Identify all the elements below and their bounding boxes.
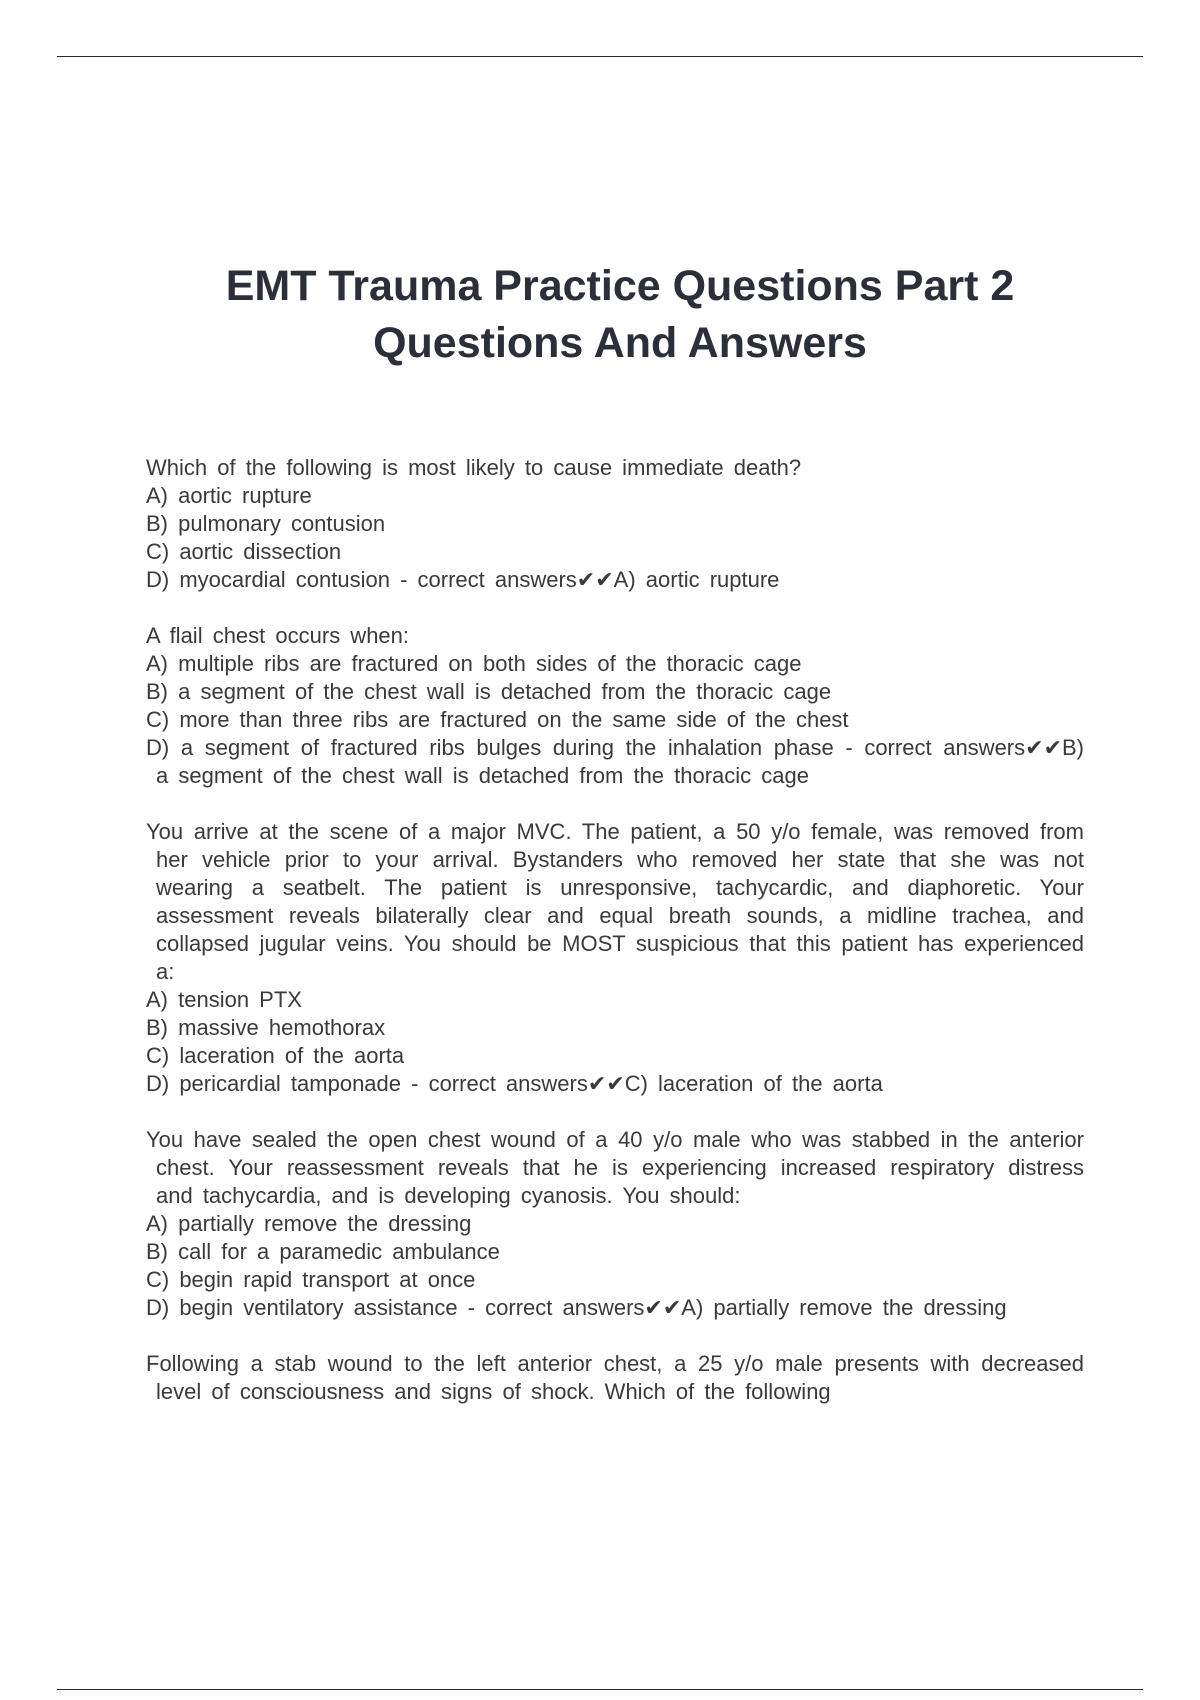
option-d-with-answer: D) begin ventilatory assistance - correct answers✔✔A) partially remove the dressing <box>146 1295 1007 1320</box>
question-list <box>146 454 1084 1434</box>
question-3 <box>146 818 1084 1098</box>
option-b: B) massive hemothorax <box>146 1015 386 1040</box>
question-1 <box>146 454 1084 594</box>
title-line-2: Questions And Answers <box>373 319 867 367</box>
title-line-1: EMT Trauma Practice Questions Part 2 <box>225 262 1015 310</box>
question-stem: A flail chest occurs when: <box>146 623 410 648</box>
option-a: A) partially remove the dressing <box>146 1211 472 1236</box>
option-a: A) tension PTX <box>146 987 302 1012</box>
header-rule <box>57 56 1143 57</box>
question-stem: Following a stab wound to the left anterior chest, a 25 y/o male presents with decreased level of consciousness and signs of shock. Which of the following <box>146 1351 1084 1404</box>
option-c: C) begin rapid transport at once <box>146 1267 476 1292</box>
question-5 <box>146 1350 1084 1406</box>
question-stem: You arrive at the scene of a major MVC. The patient, a 50 y/o female, was removed from her vehicle prior to your arrival. Bystanders who removed her state that she was not wearing a seatbelt. The patient is unresponsive, tachycardic, and diaphoretic. Your assessment reveals bilaterally clear and equal breath sounds, a midline trachea, and collapsed jugular veins. You should be MOST suspicious that this patient has experienced a: <box>146 819 1084 984</box>
option-a: A) aortic rupture <box>146 483 312 508</box>
option-b: B) a segment of the chest wall is detached from the thoracic cage <box>146 679 832 704</box>
option-c: C) laceration of the aorta <box>146 1043 405 1068</box>
question-stem: You have sealed the open chest wound of a 40 y/o male who was stabbed in the anterior chest. Your reassessment reveals that he is experiencing increased respiratory distress and tachycardia, and is developing cyanosis. You should: <box>146 1127 1084 1208</box>
question-stem: Which of the following is most likely to cause immediate death? <box>146 455 802 480</box>
option-d-with-answer: D) myocardial contusion - correct answers✔✔A) aortic rupture <box>146 567 780 592</box>
option-a: A) multiple ribs are fractured on both sides of the thoracic cage <box>146 651 802 676</box>
option-d-with-answer: D) a segment of fractured ribs bulges during the inhalation phase - correct answers✔✔B) a segment of the chest wall is detached from the thoracic cage <box>146 735 1084 788</box>
option-c: C) aortic dissection <box>146 539 342 564</box>
question-4 <box>146 1126 1084 1322</box>
question-2 <box>146 622 1084 790</box>
footer-rule <box>57 1689 1143 1690</box>
option-c: C) more than three ribs are fractured on the same side of the chest <box>146 707 849 732</box>
option-b: B) pulmonary contusion <box>146 511 386 536</box>
option-d-with-answer: D) pericardial tamponade - correct answers✔✔C) laceration of the aorta <box>146 1071 883 1096</box>
document-title <box>0 258 1200 372</box>
option-b: B) call for a paramedic ambulance <box>146 1239 500 1264</box>
